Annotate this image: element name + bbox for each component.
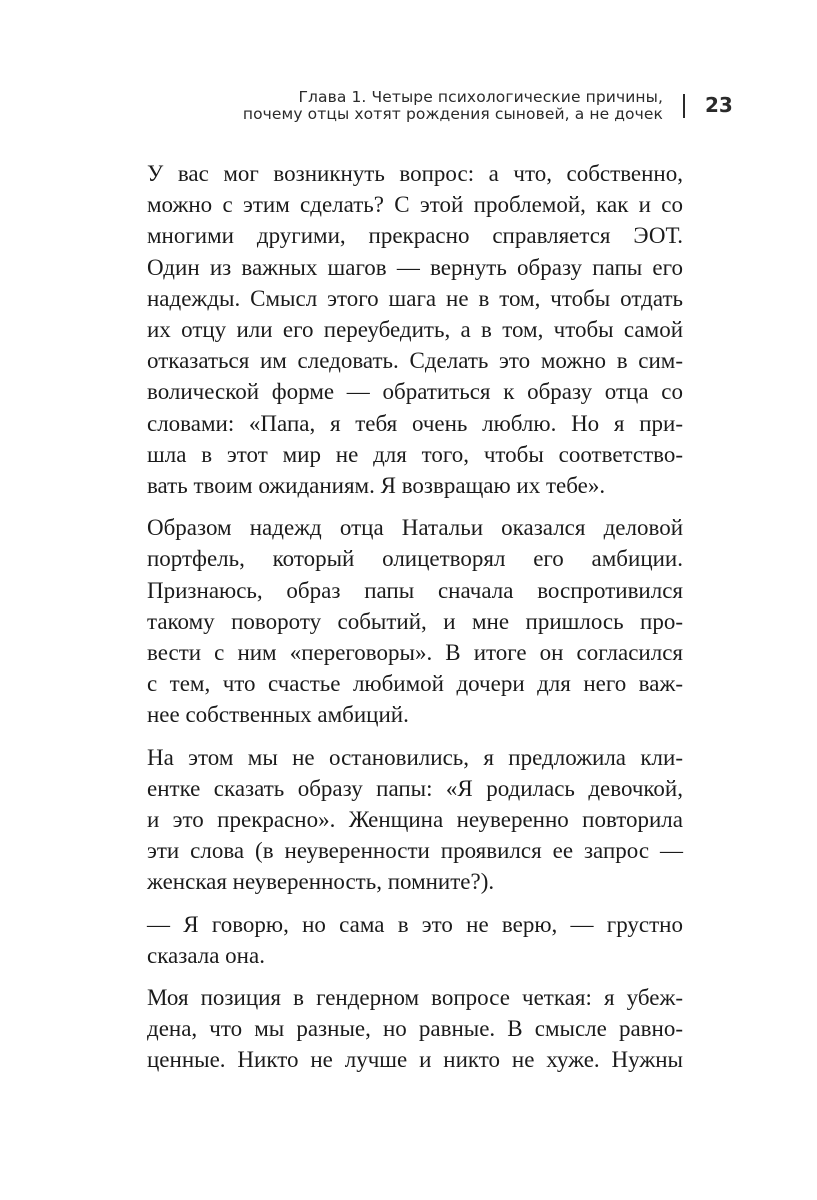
paragraph bbox=[147, 909, 683, 971]
text-line: надежды. Смысл этого шага не в том, чтобы отдать bbox=[147, 285, 683, 311]
text-line: ценные. Никто не лучше и никто не хуже. Нужны bbox=[147, 1047, 683, 1073]
text-line: вать твоим ожиданиям. Я возвращаю их тебе». bbox=[147, 473, 606, 499]
text-line: такому повороту событий, и мне пришлось про- bbox=[147, 608, 683, 634]
paragraph bbox=[147, 158, 683, 501]
text-line: их отцу или его переубедить, а в том, чтобы самой bbox=[147, 317, 683, 343]
text-line: отказаться им следовать. Сделать это можно в сим- bbox=[147, 348, 683, 374]
paragraph bbox=[147, 982, 683, 1076]
body-text bbox=[147, 158, 683, 1087]
page-number: 23 bbox=[705, 93, 733, 117]
text-line: портфель, который олицетворял его амбиции. bbox=[147, 546, 683, 572]
text-line: дена, что мы разные, но равные. В смысле равно- bbox=[147, 1016, 683, 1042]
running-head bbox=[243, 89, 663, 123]
text-line: На этом мы не остановились, я предложила кли- bbox=[147, 744, 683, 770]
text-line: — Я говорю, но сама в это не верю, — грустно bbox=[147, 911, 683, 937]
text-line: Моя позиция в гендерном вопросе четкая: я убеж- bbox=[147, 985, 683, 1011]
text-line: можно с этим сделать? С этой проблемой, как и со bbox=[147, 192, 683, 218]
text-line: Образом надежд отца Натальи оказался деловой bbox=[147, 515, 683, 541]
text-line: Признаюсь, образ папы сначала воспротивился bbox=[147, 577, 683, 603]
text-line: женская неуверенность, помните?). bbox=[147, 869, 495, 895]
chapter-title-line-1: Глава 1. Четыре психологические причины, bbox=[298, 88, 663, 106]
text-line: Один из важных шагов — вернуть образу папы его bbox=[147, 254, 683, 280]
paragraph bbox=[147, 742, 683, 898]
text-line: шла в этот мир не для того, чтобы соответство- bbox=[147, 441, 683, 467]
text-line: многими другими, прекрасно справляется ЭОТ. bbox=[147, 223, 683, 249]
text-line: У вас мог возникнуть вопрос: а что, собственно, bbox=[147, 161, 683, 186]
text-line: волической форме — обратиться к образу отца со bbox=[147, 379, 683, 405]
chapter-title-line-2: почему отцы хотят рождения сыновей, а не дочек bbox=[242, 105, 663, 123]
text-line: эти слова (в неуверенности проявился ее запрос — bbox=[147, 838, 683, 864]
text-line: вести с ним «переговоры». В итоге он согласился bbox=[147, 640, 683, 666]
header-divider bbox=[683, 94, 685, 118]
text-line: ентке сказать образу папы: «Я родилась девочкой, bbox=[147, 775, 683, 801]
paragraph bbox=[147, 512, 683, 730]
text-line: с тем, что счастье любимой дочери для него важ- bbox=[147, 671, 683, 697]
text-line: словами: «Папа, я тебя очень люблю. Но я при- bbox=[147, 410, 683, 436]
text-line: нее собственных амбиций. bbox=[147, 702, 409, 728]
text-line: сказала она. bbox=[147, 942, 265, 968]
text-line: и это прекрасно». Женщина неуверенно повторила bbox=[147, 807, 683, 833]
